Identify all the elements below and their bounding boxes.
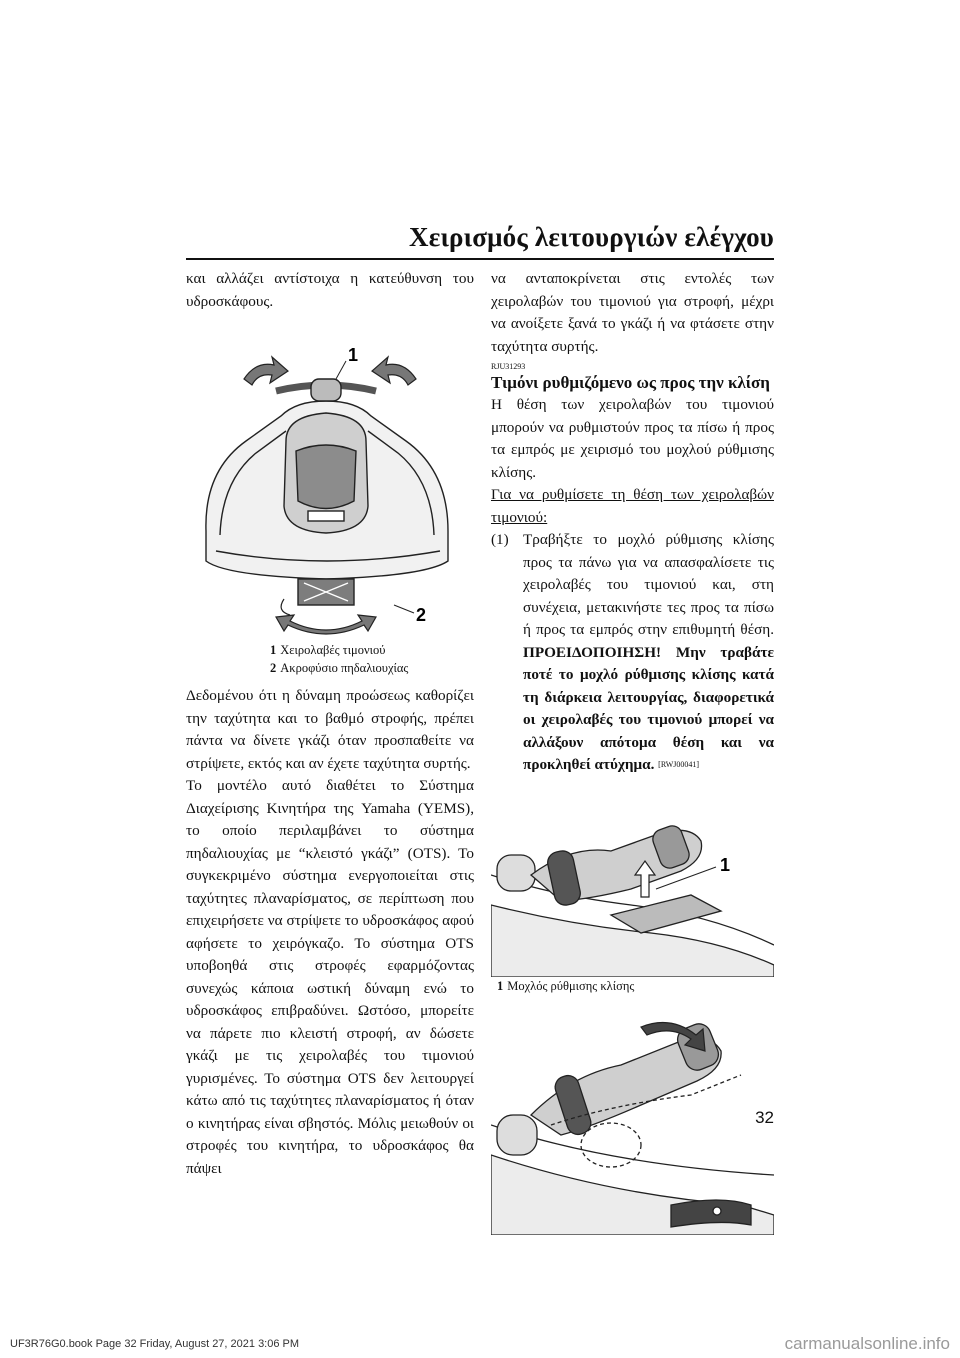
caption-1-num: 1	[270, 643, 277, 657]
figure-captions	[270, 641, 474, 677]
handlebar-tilt-drawing	[491, 1005, 774, 1235]
tilt-lever-drawing	[491, 815, 774, 977]
page-number: 32	[755, 1108, 774, 1127]
warning-text: ΠΡΟΕΙΔΟΠΟΙΗΣΗ! Μην τραβάτε ποτέ το μοχλό ρύθμισης κλίσης κατά τη διάρκεια λειτουργίας, διαφορετικά οι χειρολαβές του τιμονιού μπορεί να αλλάξουν απότομα θέση και να προκληθεί ατύχημα.	[523, 643, 774, 773]
section-title: Τιμόνι ρυθμιζόμενο ως προς την κλίση	[491, 373, 770, 392]
caption-1-text: Χειρολαβές τιμονιού	[280, 643, 386, 657]
watermark[interactable]: carmanualsonline.info	[784, 1334, 950, 1353]
footer	[0, 1330, 960, 1358]
step-body	[523, 529, 774, 777]
caption-2	[270, 659, 474, 677]
callout-1: 1	[348, 345, 359, 365]
step-number: (1)	[491, 531, 509, 548]
caption-1	[270, 641, 474, 659]
callout-2: 2	[416, 605, 427, 625]
procedure-heading: Για να ρυθμίσετε τη θέση των χειρολαβών τιμονιού:	[491, 486, 774, 526]
paragraph-ots: Το μοντέλο αυτό διαθέτει το Σύστημα Διαχείρισης Κινητήρα της Yamaha (YEMS), το οποίο περιλαμβάνει το σύστημα πηδαλιουχίας με “κλειστό γκάζι” (OTS). Το συγκεκριμένο σύστημα ενεργοποιείται στις ταχύτητες πλαναρίσματος, σε περίπτωση που επιχειρήσετε να στρίψετε το υδροσκάφος αφού αφήσετε το χειρόγκαζο. Το σύστημα OTS υποβοηθά στις στροφές εφαρμόζοντας συνεχώς κάποια ωστική δύναμη ενώ το υδροσκάφος επιβραδύνει. Ωστόσο, μπορείτε να πάρετε πιο κλειστή στροφή, αν δώσετε γκάζι με τις χειρολαβές του τιμονιού γυρισμένες. Το σύστημα OTS δεν λειτουργεί κάτω από τις ταχύτητες πλαναρίσματος ή όταν ο κινητήρας είναι σβηστός. Μόλις μειωθούν οι στροφές του κινητήρα, το υδροσκάφος θα πάψει	[186, 777, 474, 1177]
caption-2-text: Ακροφύσιο πηδαλιουχίας	[280, 661, 409, 675]
paragraph-thrust: Δεδομένου ότι η δύναμη προώσεως καθορίζει την ταχύτητα και το βαθμό στροφής, πρέπει πάντα να δίνετε γκάζι όταν προσπαθείτε να στρίψετε, εκτός και αν έχετε ταχύτητα συρτής.	[186, 687, 474, 772]
section-code: RJU31293	[491, 362, 526, 371]
step-text: Τραβήξτε το μοχλό ρύθμισης κλίσης προς τα πάνω για να απασφαλίσετε τις χειρολαβές του τιμονιού και, στη συνέχεια, μετακινήστε τες προς τα πίσω ή προς τα εμπρός στην επιθυμητή θέση.	[523, 531, 774, 638]
handlebar-tilt-illustration	[491, 1005, 774, 1235]
left-column	[186, 268, 474, 1180]
tilt-caption-num: 1	[497, 978, 504, 993]
jetski-rear-drawing	[186, 321, 474, 641]
header-rule	[186, 258, 774, 260]
right-column	[491, 268, 774, 1235]
tilt-caption	[497, 977, 774, 995]
tilt-lever-illustration	[491, 815, 774, 977]
footer-book-info: UF3R76G0.book Page 32 Friday, August 27, 2021 3:06 PM	[10, 1338, 300, 1350]
jetski-rear-illustration	[186, 321, 474, 641]
page-header-title: Χειρισμός λειτουργιών ελέγχου	[409, 222, 774, 252]
procedure-step-1	[491, 529, 774, 777]
tilt-callout-1: 1	[720, 854, 731, 875]
section-intro: Η θέση των χειρολαβών του τιμονιού μπορούν να ρυθμιστούν προς τα πίσω ή προς τα εμπρός με χειρισμό του μοχλού ρύθμισης κλίσης.	[491, 396, 774, 481]
continued-paragraph: να ανταποκρίνεται στις εντολές των χειρολαβών του τιμονιού για στροφή, μέχρι να ανοίξετε ξανά το γκάζι ή να φτάσετε στην ταχύτητα συρτής.	[491, 270, 774, 355]
intro-paragraph: και αλλάζει αντίστοιχα η κατεύθυνση του υδροσκάφους.	[186, 270, 474, 310]
caption-2-num: 2	[270, 661, 277, 675]
warning-code: [RWJ00041]	[658, 760, 700, 769]
tilt-caption-text: Μοχλός ρύθμισης κλίσης	[507, 978, 635, 993]
